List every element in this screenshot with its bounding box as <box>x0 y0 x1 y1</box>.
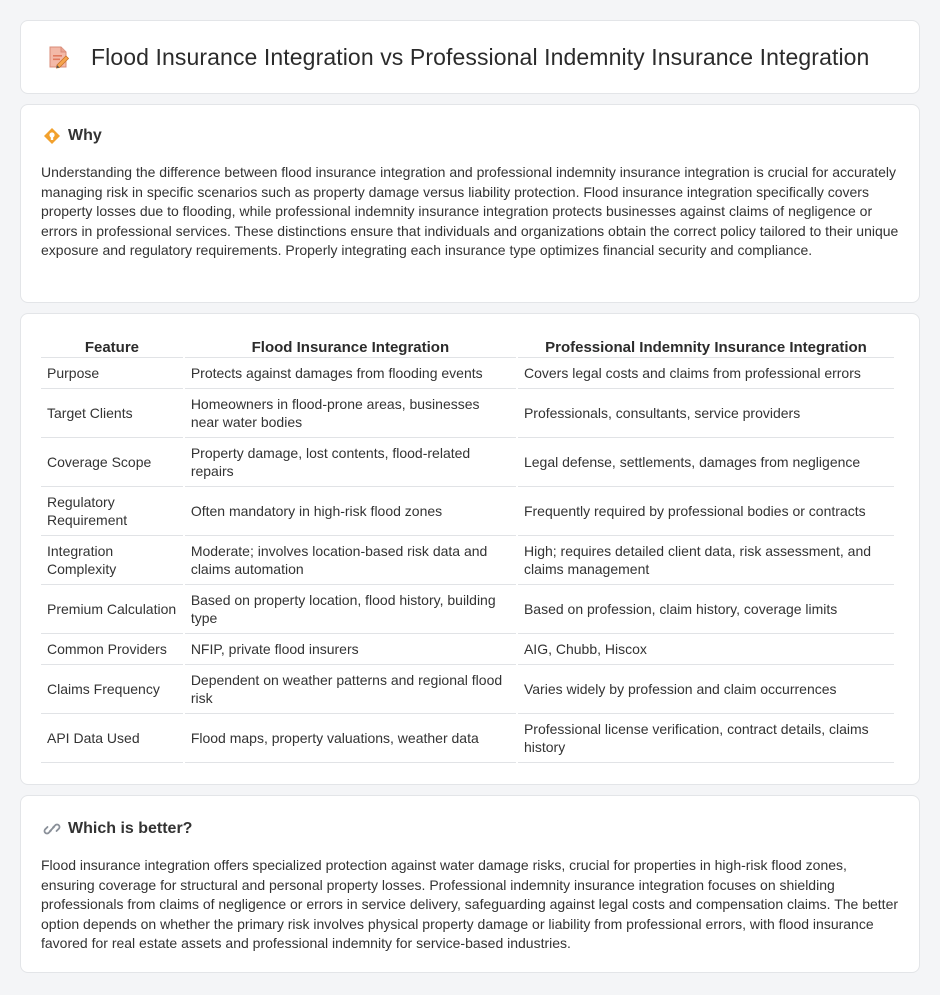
header-feature: Feature <box>41 334 183 358</box>
row-indemnity: Varies widely by profession and claim occurrences <box>518 665 894 714</box>
row-feature: Claims Frequency <box>41 665 183 714</box>
row-feature: API Data Used <box>41 714 183 763</box>
row-flood: Protects against damages from flooding events <box>185 358 516 389</box>
row-feature: Target Clients <box>41 389 183 438</box>
row-flood: NFIP, private flood insurers <box>185 634 516 665</box>
row-feature: Coverage Scope <box>41 438 183 487</box>
row-feature: Common Providers <box>41 634 183 665</box>
table-header-row <box>41 334 894 358</box>
table-row <box>41 665 894 714</box>
why-section <box>20 104 920 303</box>
header-indemnity: Professional Indemnity Insurance Integration <box>518 334 894 358</box>
table-row <box>41 536 894 585</box>
comparison-card <box>20 313 920 785</box>
table-row <box>41 438 894 487</box>
header-flood: Flood Insurance Integration <box>185 334 516 358</box>
row-flood: Dependent on weather patterns and regional flood risk <box>185 665 516 714</box>
row-feature: Regulatory Requirement <box>41 487 183 536</box>
comparison-table <box>39 334 896 763</box>
table-row <box>41 585 894 634</box>
row-flood: Property damage, lost contents, flood-related repairs <box>185 438 516 487</box>
table-row <box>41 389 894 438</box>
row-feature: Premium Calculation <box>41 585 183 634</box>
table-row <box>41 634 894 665</box>
why-heading <box>41 127 899 145</box>
table-row <box>41 358 894 389</box>
title-card <box>20 20 920 94</box>
page-title: Flood Insurance Integration vs Professional Indemnity Insurance Integration <box>91 43 870 70</box>
row-indemnity: Frequently required by professional bodies or contracts <box>518 487 894 536</box>
lightbulb-diamond-icon <box>43 127 61 145</box>
row-indemnity: Legal defense, settlements, damages from negligence <box>518 438 894 487</box>
which-better-section <box>20 795 920 973</box>
row-flood: Flood maps, property valuations, weather data <box>185 714 516 763</box>
row-flood: Moderate; involves location-based risk data and claims automation <box>185 536 516 585</box>
row-indemnity: Professionals, consultants, service providers <box>518 389 894 438</box>
table-row <box>41 487 894 536</box>
row-indemnity: High; requires detailed client data, risk assessment, and claims management <box>518 536 894 585</box>
document-pencil-icon <box>45 44 71 70</box>
row-flood: Homeowners in flood-prone areas, businesses near water bodies <box>185 389 516 438</box>
better-text: Flood insurance integration offers specialized protection against water damage risks, crucial for properties in high-risk flood zones, ensuring coverage for structural and personal property losses. Professional indemnity insurance integration focuses on shielding professionals from claims of negligence or errors in service delivery, safeguarding against legal costs and compensation claims. The better option depends on whether the primary risk involves physical property damage or liability from professional errors, with flood insurance favored for real estate assets and professional indemnity for service-based industries. <box>41 857 899 951</box>
better-title: Which is better? <box>68 820 193 837</box>
row-indemnity: Professional license verification, contract details, claims history <box>518 714 894 763</box>
row-feature: Purpose <box>41 358 183 389</box>
row-flood: Based on property location, flood history, building type <box>185 585 516 634</box>
row-indemnity: Based on profession, claim history, coverage limits <box>518 585 894 634</box>
why-title: Why <box>68 127 102 144</box>
table-row <box>41 714 894 763</box>
link-icon <box>43 820 61 838</box>
row-indemnity: AIG, Chubb, Hiscox <box>518 634 894 665</box>
why-text: Understanding the difference between flood insurance integration and professional indemnity insurance integration is crucial for accurately managing risk in specific scenarios such as property damage versus liability protection. Flood insurance integration specifically covers property losses due to flooding, while professional indemnity insurance integration protects businesses against claims of negligence or errors in professional services. These distinctions ensure that individuals and organizations obtain the correct policy tailored to their unique exposure and regulatory requirements. Properly integrating each insurance type optimizes financial security and compliance. <box>41 164 899 258</box>
row-feature: Integration Complexity <box>41 536 183 585</box>
row-flood: Often mandatory in high-risk flood zones <box>185 487 516 536</box>
row-indemnity: Covers legal costs and claims from professional errors <box>518 358 894 389</box>
better-heading <box>41 820 899 838</box>
